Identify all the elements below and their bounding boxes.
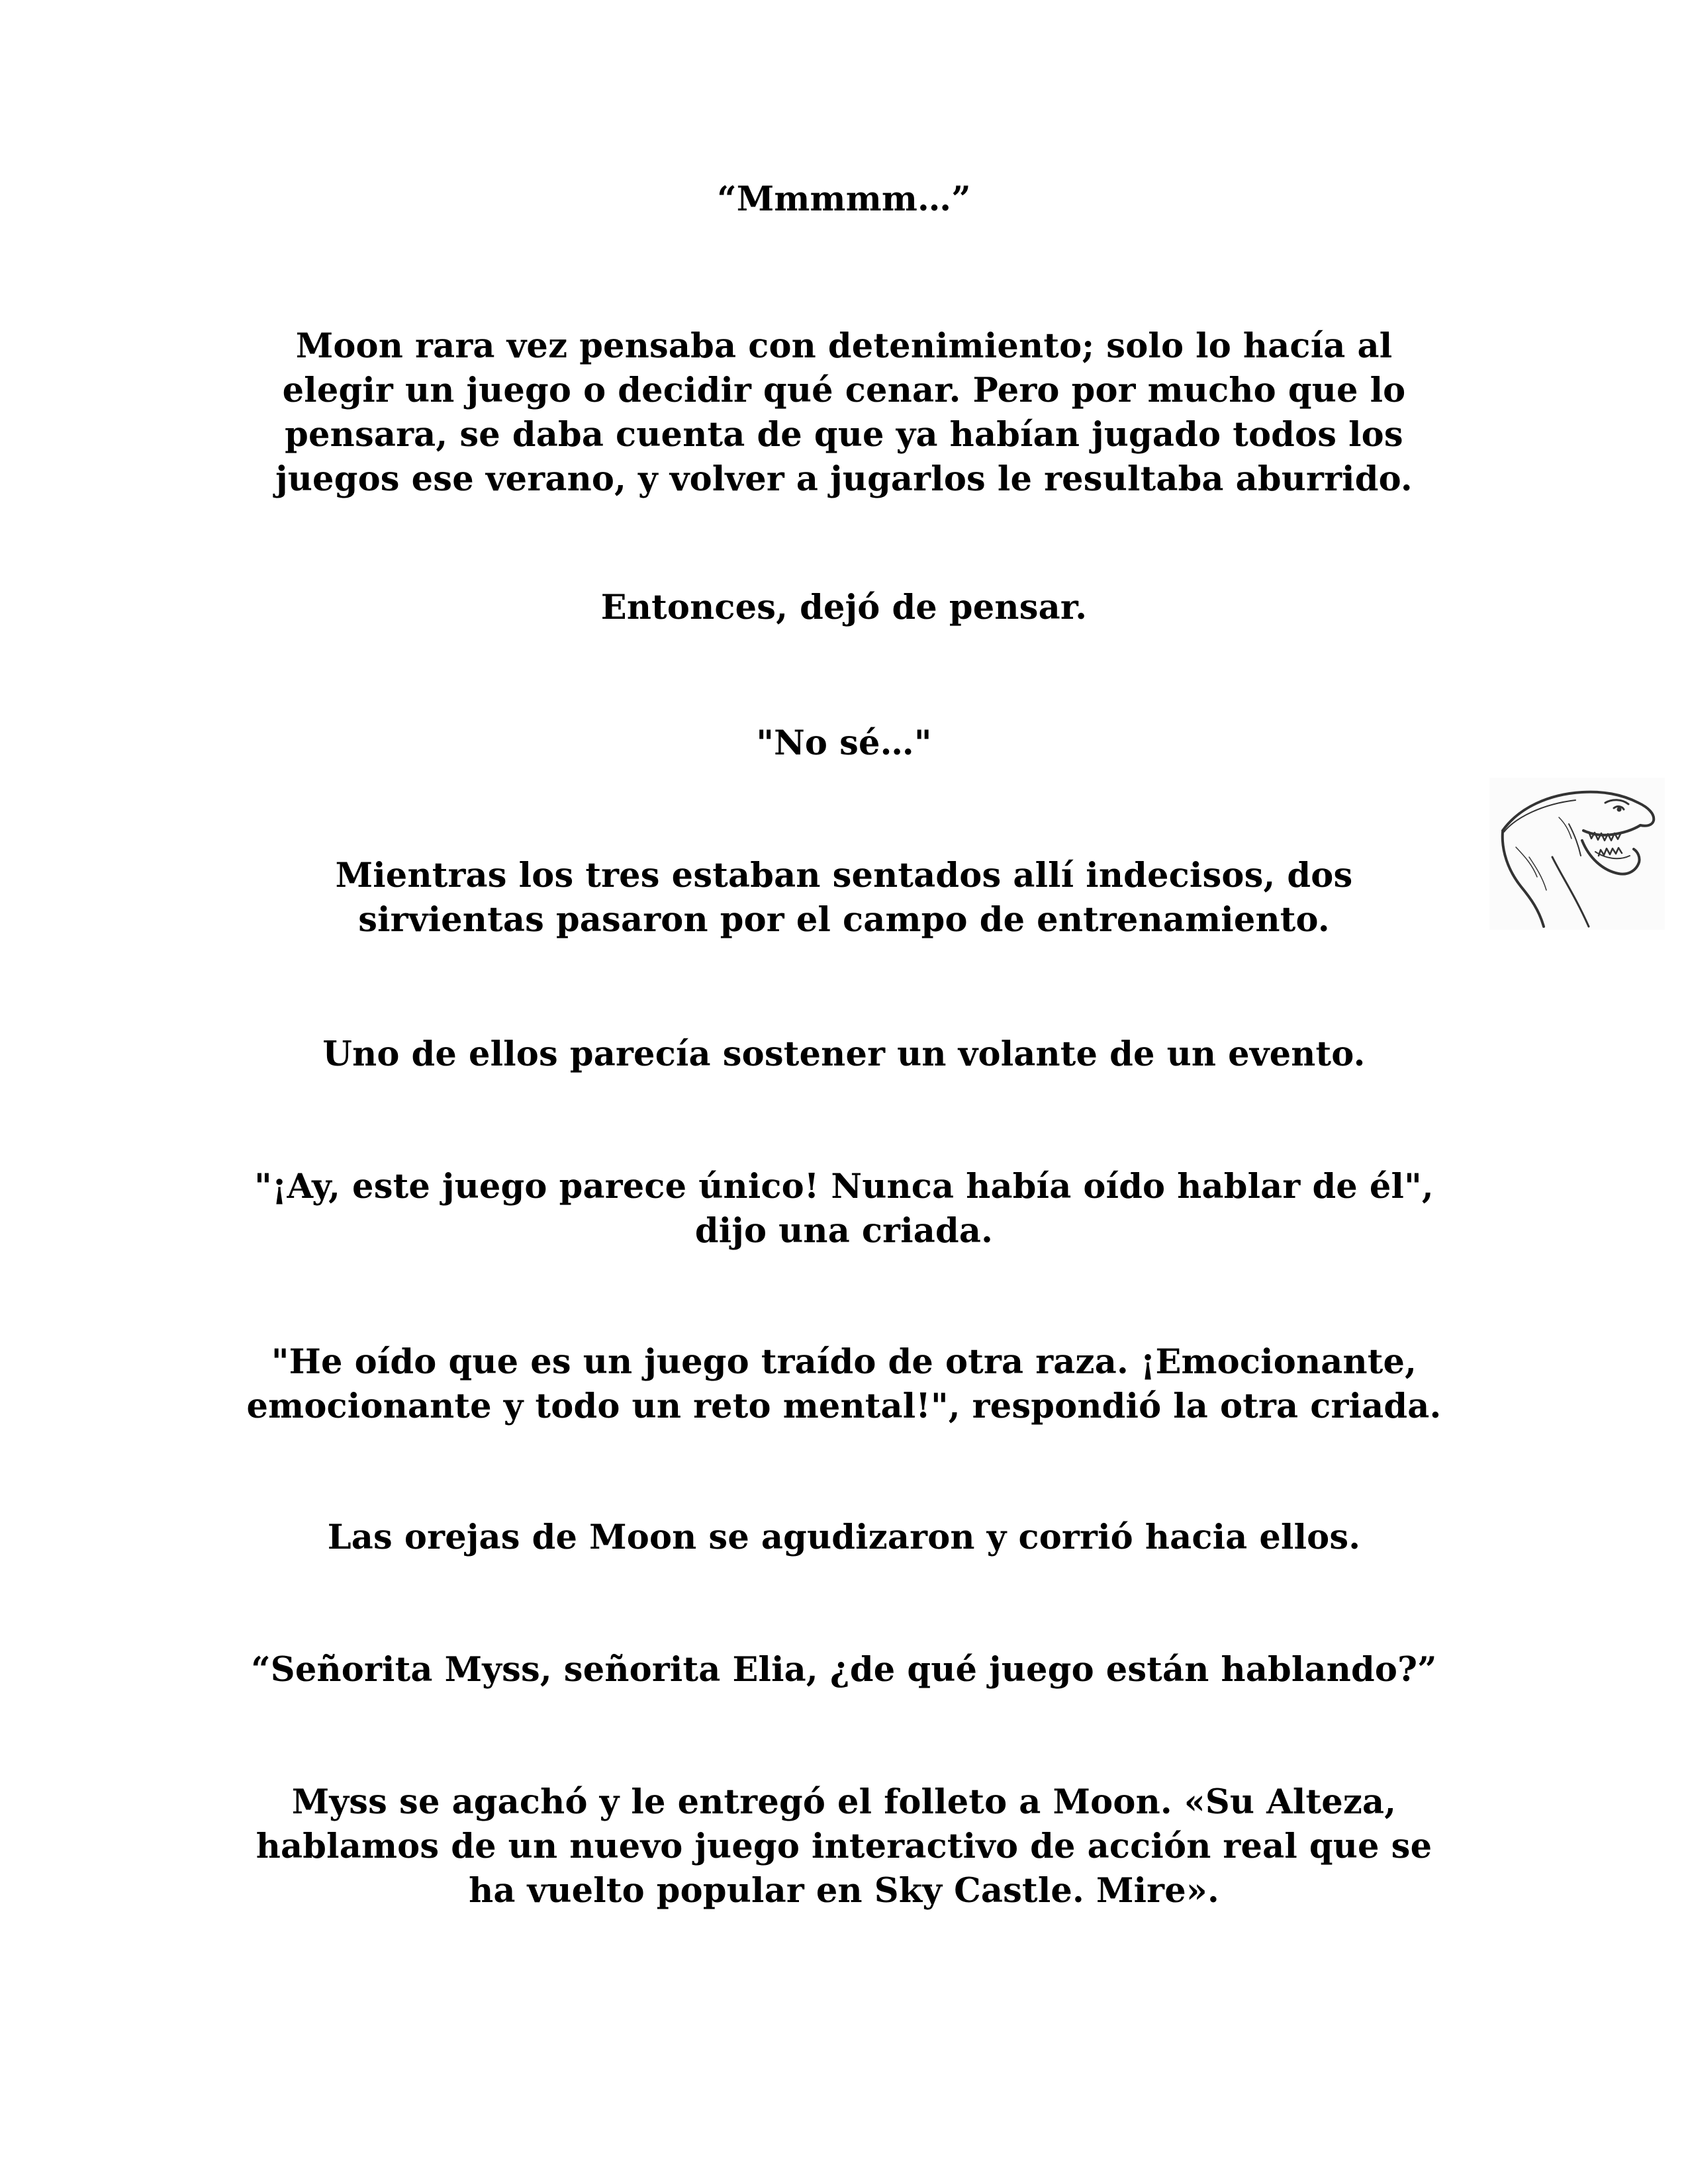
dialogue-unique-game: "¡Ay, este juego parece único! Nunca había oído hablar de él", dijo una criada. bbox=[254, 1167, 1434, 1251]
dialogue-moon-question: “Señorita Myss, señorita Elia, ¿de qué juego están hablando?” bbox=[251, 1650, 1437, 1690]
paragraph-stopped-thinking: Entonces, dejó de pensar. bbox=[600, 588, 1088, 627]
dialogue-mmmmm: “Mmmmm…” bbox=[717, 179, 971, 219]
paragraph-flyer: Uno de ellos parecía sostener un volante de un evento. bbox=[322, 1034, 1366, 1074]
dialogue-other-race: "He oído que es un juego traído de otra raza. ¡Emocionante, emocionante y todo un reto mental!", respondió la otra criada. bbox=[246, 1342, 1442, 1426]
paragraph-moon-ears: Las orejas de Moon se agudizaron y corrió hacia ellos. bbox=[327, 1518, 1361, 1557]
paragraph-myss-answer: Myss se agachó y le entregó el folleto a Moon. «Su Alteza, hablamos de un nuevo juego interactivo de acción real que se ha vuelto popular en Sky Castle. Mire». bbox=[256, 1782, 1432, 1911]
paragraph-moon-thinking: Moon rara vez pensaba con detenimiento; solo lo hacía al elegir un juego o decidir qué cenar. Pero por mucho que lo pensara, se daba cuenta de que ya habían jugado todos los juegos ese verano, y volver a jugarlos le resultaba aburrido. bbox=[275, 326, 1413, 499]
dialogue-no-se: "No sé…" bbox=[756, 723, 932, 763]
paragraph-maids-pass: Mientras los tres estaban sentados allí indecisos, dos sirvientas pasaron por el campo de entrenamiento. bbox=[335, 856, 1353, 940]
dinosaur-sketch-icon bbox=[1489, 778, 1665, 930]
